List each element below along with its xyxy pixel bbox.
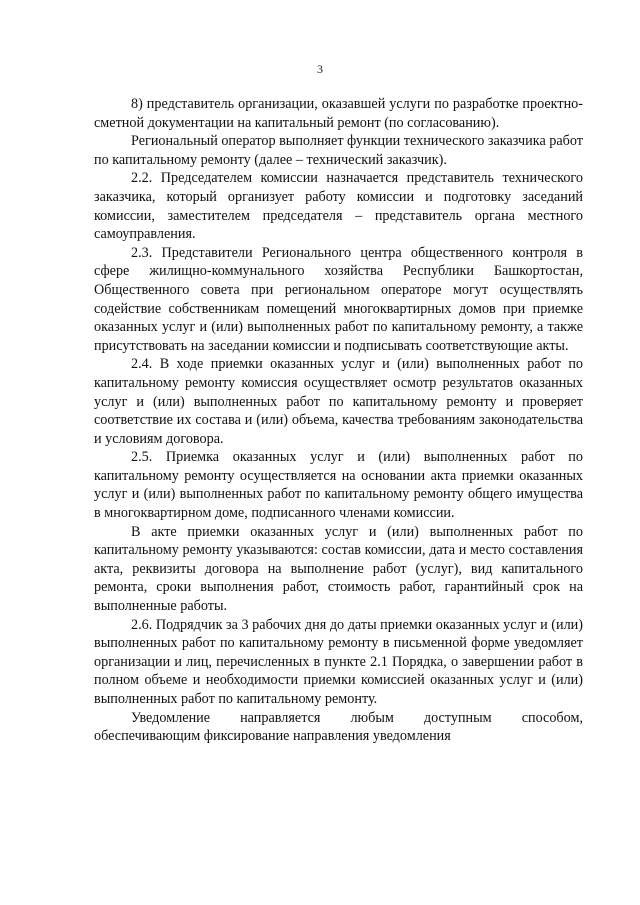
paragraph-clause-8-designer-rep: 8) представитель организации, оказавшей услуги по разработке проектно-сметной документации на капитальный ремонт (по согласованию). <box>94 96 583 131</box>
document-body <box>94 95 583 746</box>
paragraph-2-5-acceptance: 2.5. Приемка оказанных услуг и (или) выполненных работ по капитальному ремонту осуществляется на основании акта приемки оказанных услуг и (или) выполненных работ по капитальному ремонту общего имущества в многоквартирном доме, подписанного членами комиссии. <box>94 449 583 522</box>
page-number: 3 <box>317 62 323 76</box>
paragraph-technical-customer: Региональный оператор выполняет функции технического заказчика работ по капитальному ремонту (далее – технический заказчик). <box>94 133 584 168</box>
paragraph-act-contents: В акте приемки оказанных услуг и (или) выполненных работ по капитальному ремонту указываются: состав комиссии, дата и место составления акта, реквизиты договора на выполнение работ (услуг), вид капитального ремонта, сроки выполнения работ, стоимость работ, гарантийный срок на выполненные работы. <box>94 523 583 615</box>
paragraph-2-6-contractor-notice: 2.6. Подрядчик за 3 рабочих дня до даты приемки оказанных услуг и (или) выполненных работ по капитальному ремонту в письменной форме уведомляет организации и лиц, перечисленных в пункте 2.1 Порядка, о завершении работ в полном объеме и необходимости приемки комиссией оказанных услуг и (или) выполненных работ по капитальному ремонту. <box>94 616 583 707</box>
paragraph-2-3-public-control: 2.3. Представители Регионального центра общественного контроля в сфере жилищно-коммунального хозяйства Республики Башкортостан, Общественного совета при региональном операторе могут осуществлять содействие собственникам помещений многоквартирных домов при приемке оказанных услуг и (или) выполненных работ по капитальному ремонту, а также присутствовать на заседании комиссии и подписывать соответствующие акты. <box>94 244 583 354</box>
paragraph-2-4-inspection: 2.4. В ходе приемки оказанных услуг и (или) выполненных работ по капитальному ремонту комиссия осуществляет осмотр результатов оказанных услуг и (или) выполненных работ по капитальному ремонту и проверяет соответствие их состава и (или) объема, качества требованиям законодательства и условиям договора. <box>94 356 583 447</box>
paragraph-2-2-chairman: 2.2. Председателем комиссии назначается представитель технического заказчика, который организует работу комиссии и подготовку заседаний комиссии, заместителем председателя – представитель органа местного самоуправления. <box>94 170 583 243</box>
paragraph-notification-method: Уведомление направляется любым доступным способом, обеспечивающим фиксирование направления уведомления <box>94 709 583 745</box>
